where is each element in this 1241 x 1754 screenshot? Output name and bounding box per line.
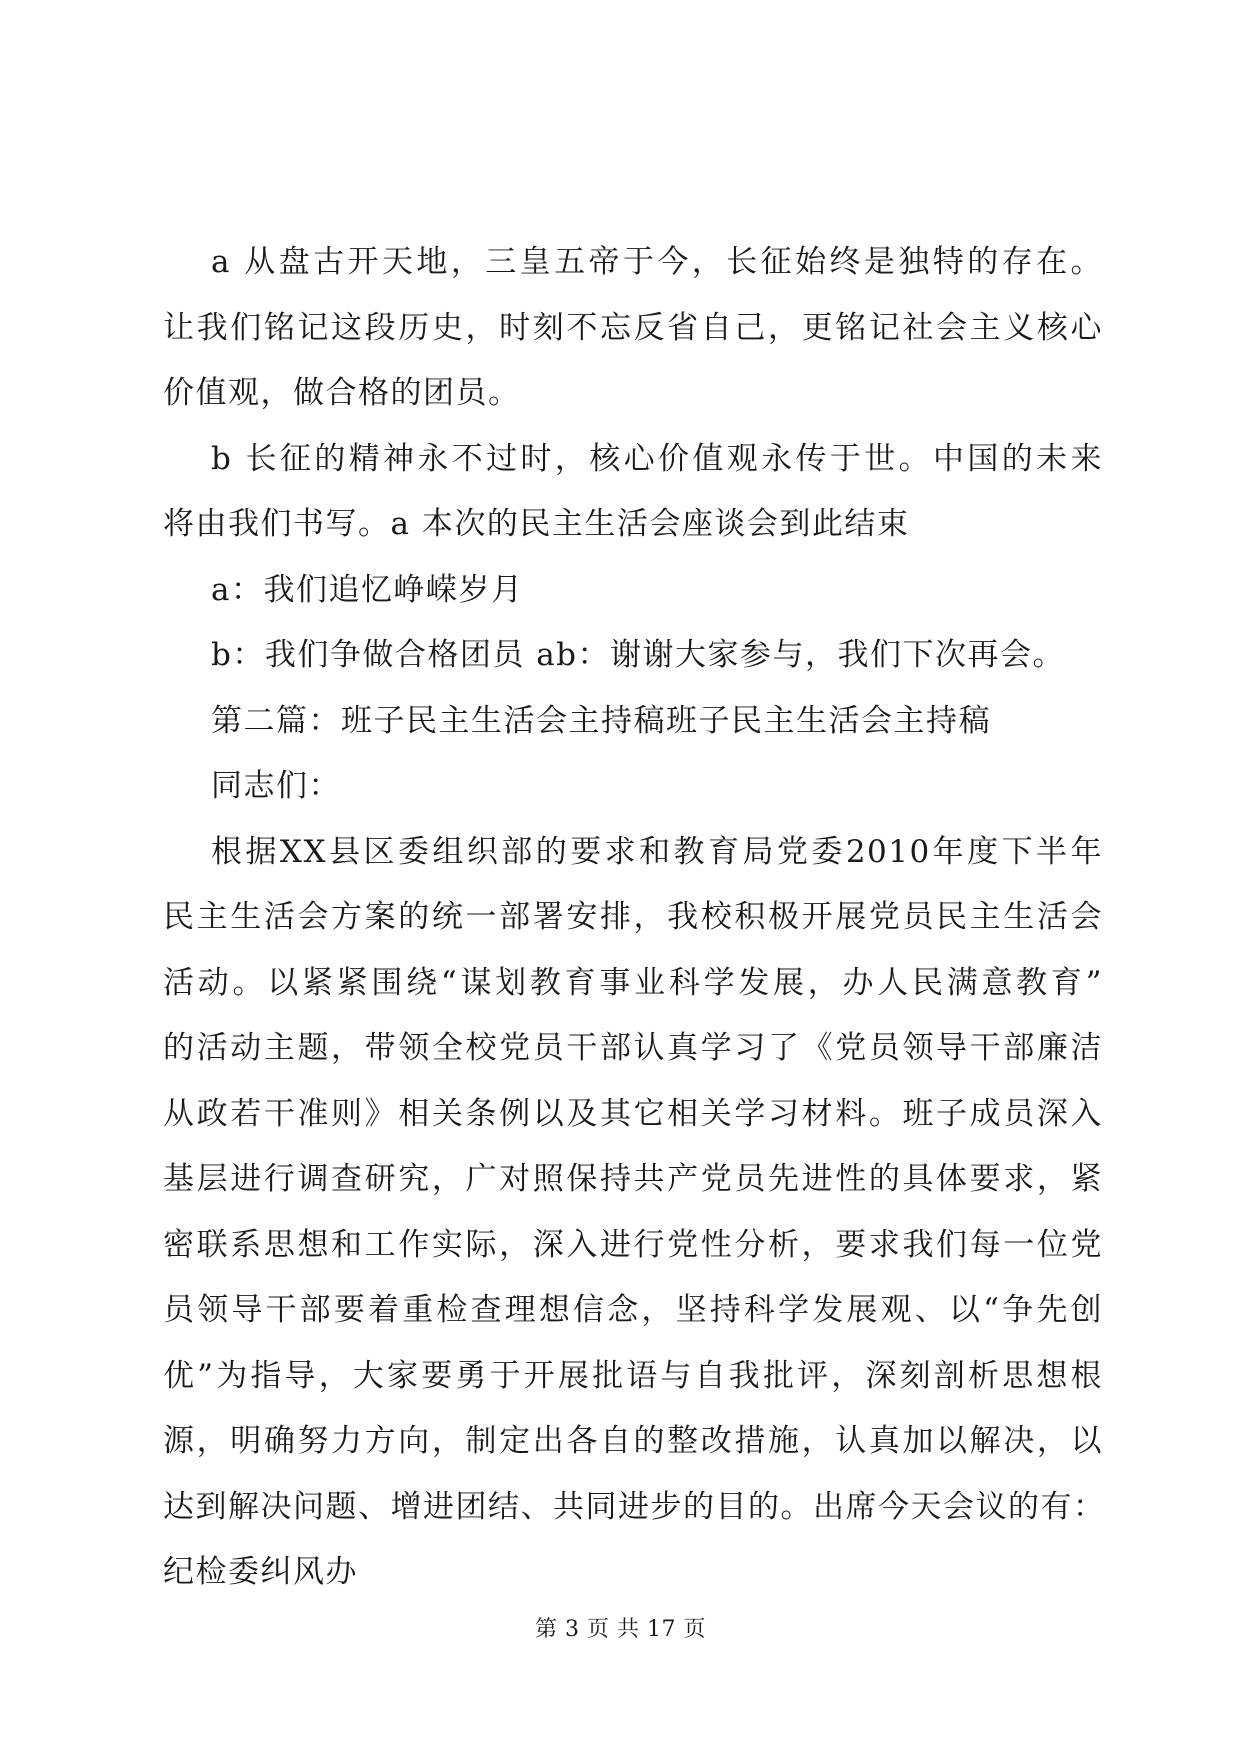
- text-line: a：我们追忆峥嵘岁月: [211, 571, 524, 608]
- document-body: [163, 230, 1106, 1606]
- text-line: 第二篇：班子民主生活会主持稿班子民主生活会主持稿: [211, 702, 991, 739]
- text-line: 将由我们书写。a 本次的民主生活会座谈会到此结束: [163, 506, 910, 542]
- text-line: a 从盘古开天地，三皇五帝于今，长征始终是独特的存在。: [211, 244, 1103, 280]
- text-line: 的活动主题，带领全校党员干部认真学习了《党员领导干部廉洁: [163, 1030, 1103, 1066]
- text-line: b 长征的精神永不过时，核心价值观永传于世。中国的未来: [211, 440, 1103, 477]
- paragraph-main-body: [163, 820, 1106, 1606]
- text-line: b：我们争做合格团员 ab：谢谢大家参与，我们下次再会。: [211, 637, 1066, 673]
- paragraph-dialogue-a: [163, 558, 1103, 624]
- text-line: 源，明确努力方向，制定出各自的整改措施，认真加以解决，以: [163, 1423, 1103, 1459]
- text-line: 民主生活会方案的统一部署安排，我校积极开展党员民主生活会: [163, 899, 1103, 935]
- text-line: 价值观，做合格的团员。: [163, 375, 521, 411]
- text-line: 让我们铭记这段历史，时刻不忘反省自己，更铭记社会主义核心: [163, 309, 1103, 346]
- paragraph-closing-a: [163, 230, 1103, 427]
- section-heading: [163, 689, 1103, 755]
- paragraph-closing-b: [163, 427, 1103, 558]
- salutation: [163, 754, 1103, 820]
- text-line: 活动。以紧紧围绕“谋划教育事业科学发展，办人民满意教育”: [163, 964, 1103, 1001]
- text-line: 优”为指导，大家要勇于开展批语与自我批评，深刻剖析思想根: [163, 1357, 1103, 1394]
- text-line: 密联系思想和工作实际，深入进行党性分析，要求我们每一位党: [163, 1226, 1103, 1263]
- text-line: 纪检委纠风办: [163, 1554, 358, 1590]
- text-line: 员领导干部要着重检查理想信念，坚持科学发展观、以“争先创: [163, 1292, 1103, 1328]
- page-number-footer: 第 3 页 共 17 页: [535, 1617, 706, 1642]
- paragraph-dialogue-b: [163, 623, 1103, 689]
- text-line: 基层进行调查研究，广对照保持共产党员先进性的具体要求，紧: [163, 1161, 1103, 1197]
- text-line: 达到解决问题、增进团结、共同进步的目的。出席今天会议的有：: [163, 1488, 1106, 1525]
- text-line: 从政若干准则》相关条例以及其它相关学习材料。班子成员深入: [163, 1095, 1103, 1132]
- text-line: 同志们：: [211, 768, 341, 804]
- text-line: 根据XX县区委组织部的要求和教育局党委2010年度下半年: [211, 833, 1103, 870]
